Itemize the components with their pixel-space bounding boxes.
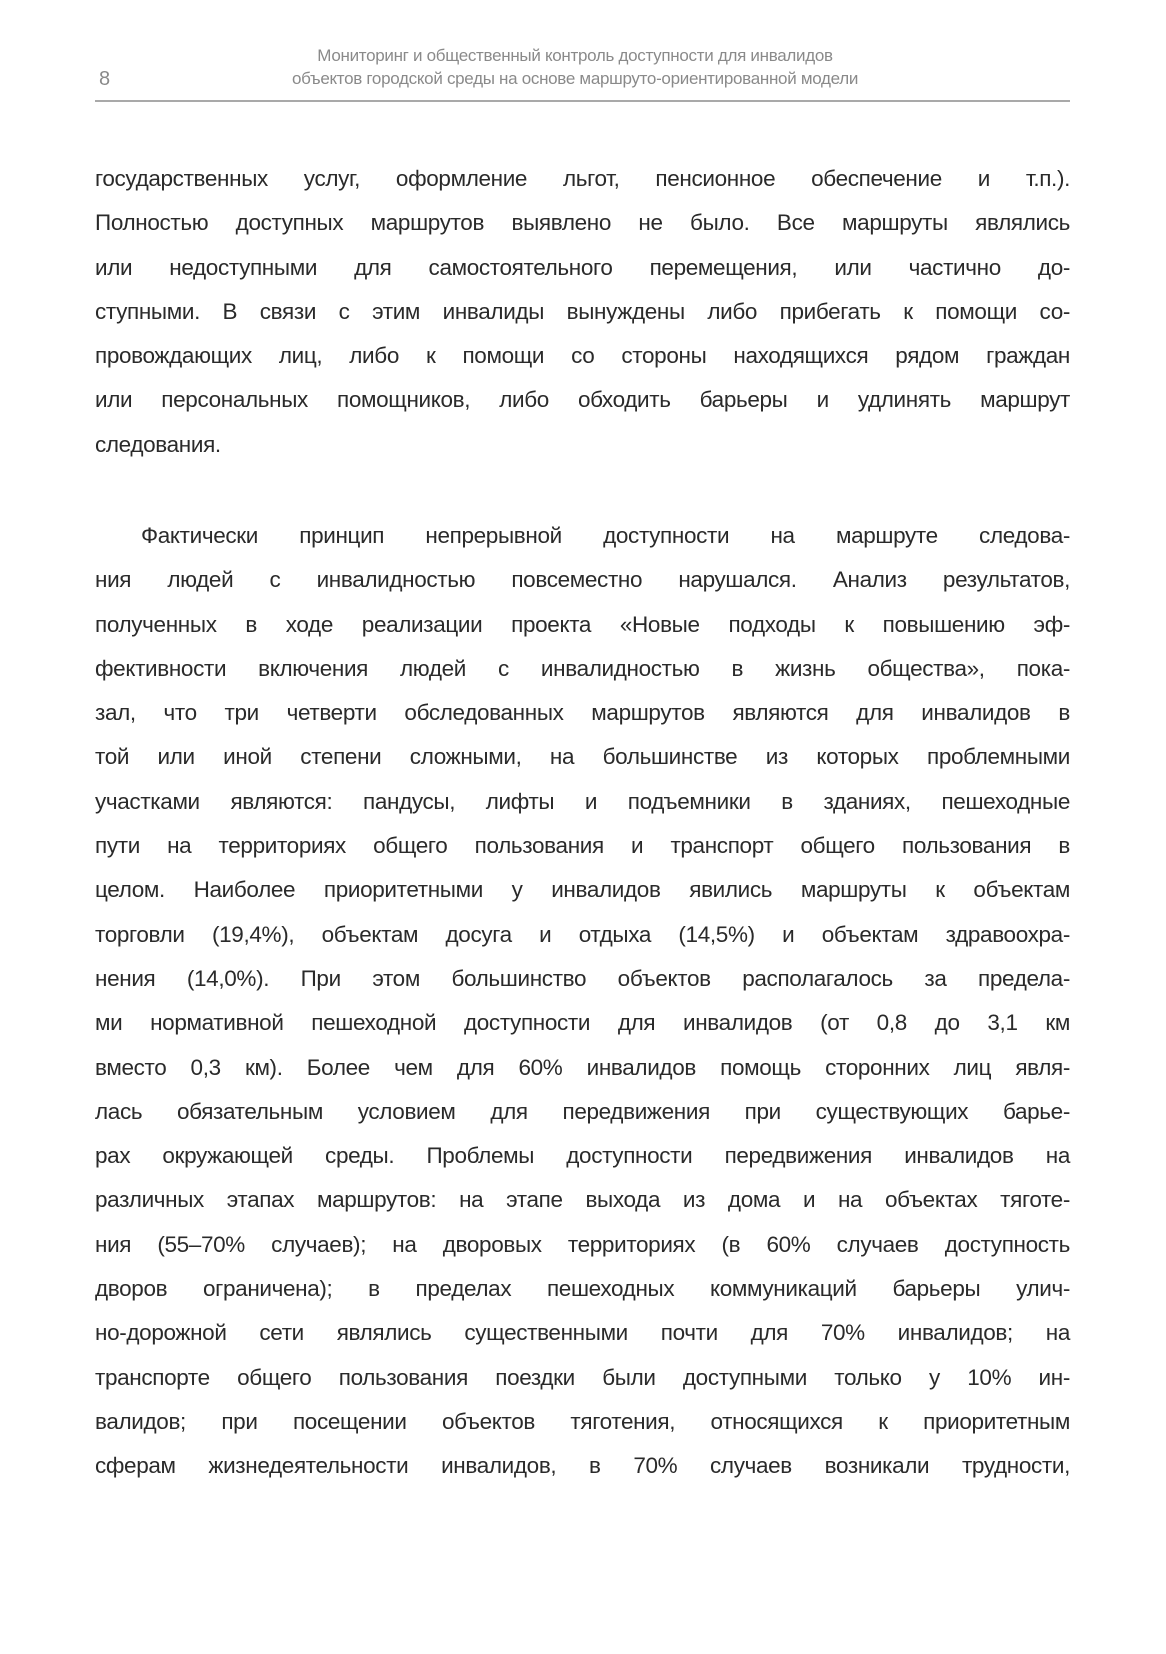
header-title-line: объектов городской среды на основе маршруто-ориентированной модели	[291, 69, 859, 88]
text-line: участками являются: пандусы, лифты и подъемники в зданиях, пешеходные	[95, 788, 1070, 814]
paragraph	[95, 157, 1070, 467]
text-line: фективности включения людей с инвалидностью в жизнь общества», пока-	[95, 655, 1070, 681]
text-line: сферам жизнедеятельности инвалидов, в 70% случаев возникали трудности,	[95, 1453, 1070, 1479]
text-line: ния (55–70% случаев); на дворовых территориях (в 60% случаев доступность	[95, 1231, 1070, 1257]
header-title-line: Мониторинг и общественный контроль доступности для инвалидов	[317, 46, 833, 65]
text-line: транспорте общего пользования поездки были доступными только у 10% ин-	[95, 1364, 1070, 1390]
text-line: следования.	[95, 431, 221, 457]
text-line: полученных в ходе реализации проекта «Новые подходы к повышению эф-	[95, 611, 1070, 637]
text-line: Фактически принцип непрерывной доступности на маршруте следова-	[141, 523, 1070, 548]
page-number: 8	[99, 68, 111, 90]
text-line: вместо 0,3 км). Более чем для 60% инвалидов помощь сторонних лиц явля-	[95, 1054, 1070, 1080]
text-line: торговли (19,4%), объектам досуга и отдыха (14,5%) и объектам здравоохра-	[95, 921, 1070, 947]
text-line: целом. Наиболее приоритетными у инвалидов явились маршруты к объектам	[95, 877, 1070, 903]
text-line: или персональных помощников, либо обходить барьеры и удлинять маршрут	[95, 387, 1070, 413]
text-line: ми нормативной пешеходной доступности для инвалидов (от 0,8 до 3,1 км	[95, 1010, 1070, 1036]
text-line: ступными. В связи с этим инвалиды вынуждены либо прибегать к помощи со-	[95, 298, 1070, 324]
text-line: зал, что три четверти обследованных маршрутов являются для инвалидов в	[95, 700, 1070, 726]
text-line: лась обязательным условием для передвижения при существующих барье-	[95, 1098, 1070, 1124]
text-line: государственных услуг, оформление льгот, пенсионное обеспечение и т.п.).	[95, 166, 1070, 191]
header-divider	[95, 100, 1070, 102]
paragraph	[95, 514, 1070, 1489]
text-line: различных этапах маршрутов: на этапе выхода из дома и на объектах тяготе-	[95, 1187, 1070, 1213]
text-line: ния людей с инвалидностью повсеместно нарушался. Анализ результатов,	[95, 567, 1070, 593]
text-line: той или иной степени сложными, на большинстве из которых проблемными	[95, 744, 1070, 770]
text-line: валидов; при посещении объектов тяготения, относящихся к приоритетным	[95, 1408, 1070, 1434]
running-header	[95, 40, 1070, 102]
text-line: Полностью доступных маршрутов выявлено не было. Все маршруты являлись	[95, 210, 1070, 236]
text-line: рах окружающей среды. Проблемы доступности передвижения инвалидов на	[95, 1143, 1070, 1169]
text-line: пути на территориях общего пользования и транспорт общего пользования в	[95, 833, 1070, 859]
header-title	[195, 44, 955, 90]
text-line: но-дорожной сети являлись существенными почти для 70% инвалидов; на	[95, 1320, 1070, 1346]
text-line: дворов ограничена); в пределах пешеходных коммуникаций барьеры улич-	[95, 1276, 1070, 1302]
text-line: или недоступными для самостоятельного перемещения, или частично до-	[95, 254, 1070, 280]
text-line: провождающих лиц, либо к помощи со стороны находящихся рядом граждан	[95, 343, 1070, 369]
text-line: нения (14,0%). При этом большинство объектов располагалось за предела-	[95, 965, 1070, 991]
